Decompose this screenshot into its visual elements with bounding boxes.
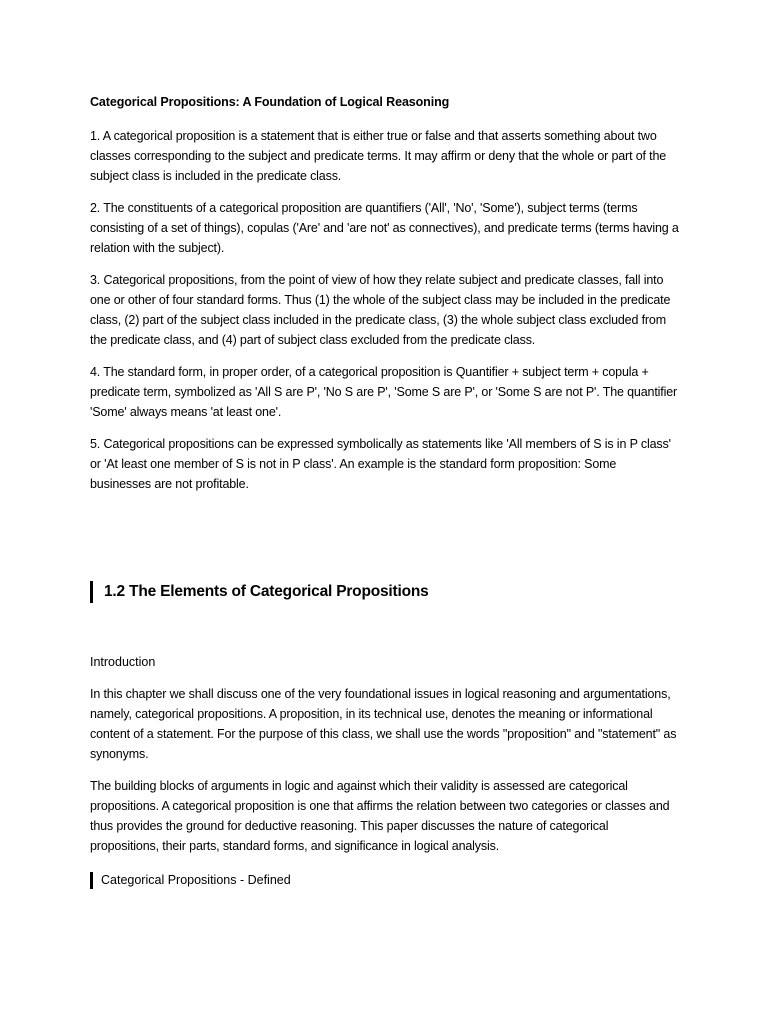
paragraph-point-4: 4. The standard form, in proper order, of a categorical proposition is Quantifier + subject term + copula + predicate term, symbolized as 'All S are P', 'No S are P', 'Some S are P', or 'Some S are not P'. The quantifier 'Some' always means 'at least one'.	[90, 365, 678, 419]
introduction-label: Introduction	[90, 655, 156, 669]
section-heading-text: 1.2 The Elements of Categorical Propositions	[104, 583, 429, 600]
paragraph-point-3: 3. Categorical propositions, from the point of view of how they relate subject and predicate classes, fall into one or other of four standard forms. Thus (1) the whole of the subject class may be included in the predicate class, (2) part of the subject class included in the predicate class, (3) the whole subject class excluded from the predicate class, and (4) part of subject class excluded from the predicate class.	[90, 273, 671, 347]
document-title: Categorical Propositions: A Foundation of Logical Reasoning	[90, 95, 450, 109]
section-body	[90, 684, 680, 868]
subheading-text: Categorical Propositions - Defined	[101, 873, 291, 887]
subheading-bar-marker	[90, 872, 93, 889]
paragraph-point-1: 1. A categorical proposition is a statement that is either true or false and that asserts something about two classes corresponding to the subject and predicate terms. It may affirm or deny that the whole or part of the subject class is included in the predicate class.	[90, 129, 667, 183]
paragraph-point-5: 5. Categorical propositions can be expressed symbolically as statements like 'All members of S is in P class' or 'At least one member of S is not in P class'. An example is the standard form proposition: Some businesses are not profitable.	[90, 437, 671, 491]
subheading	[90, 870, 291, 890]
section-heading	[90, 580, 429, 604]
section-paragraph-2: The building blocks of arguments in logic and against which their validity is assessed are categorical propositions. A categorical proposition is one that affirms the relation between two categories or classes and thus provides the ground for deductive reasoning. This paper discusses the nature of categorical propositions, their parts, standard forms, and significance in logical analysis.	[90, 779, 670, 853]
heading-bar-marker	[90, 581, 93, 603]
section-paragraph-1: In this chapter we shall discuss one of the very foundational issues in logical reasoning and argumentations, namely, categorical propositions. A proposition, in its technical use, denotes the meaning or informational content of a statement. For the purpose of this class, we shall use the words "proposition" and "statement" as synonyms.	[90, 687, 677, 761]
paragraph-point-2: 2. The constituents of a categorical proposition are quantifiers ('All', 'No', 'Some'), subject terms (terms consisting of a set of things), copulas ('Are' and 'are not' as connectives), and predicate terms (terms having a relation with the subject).	[90, 201, 679, 255]
